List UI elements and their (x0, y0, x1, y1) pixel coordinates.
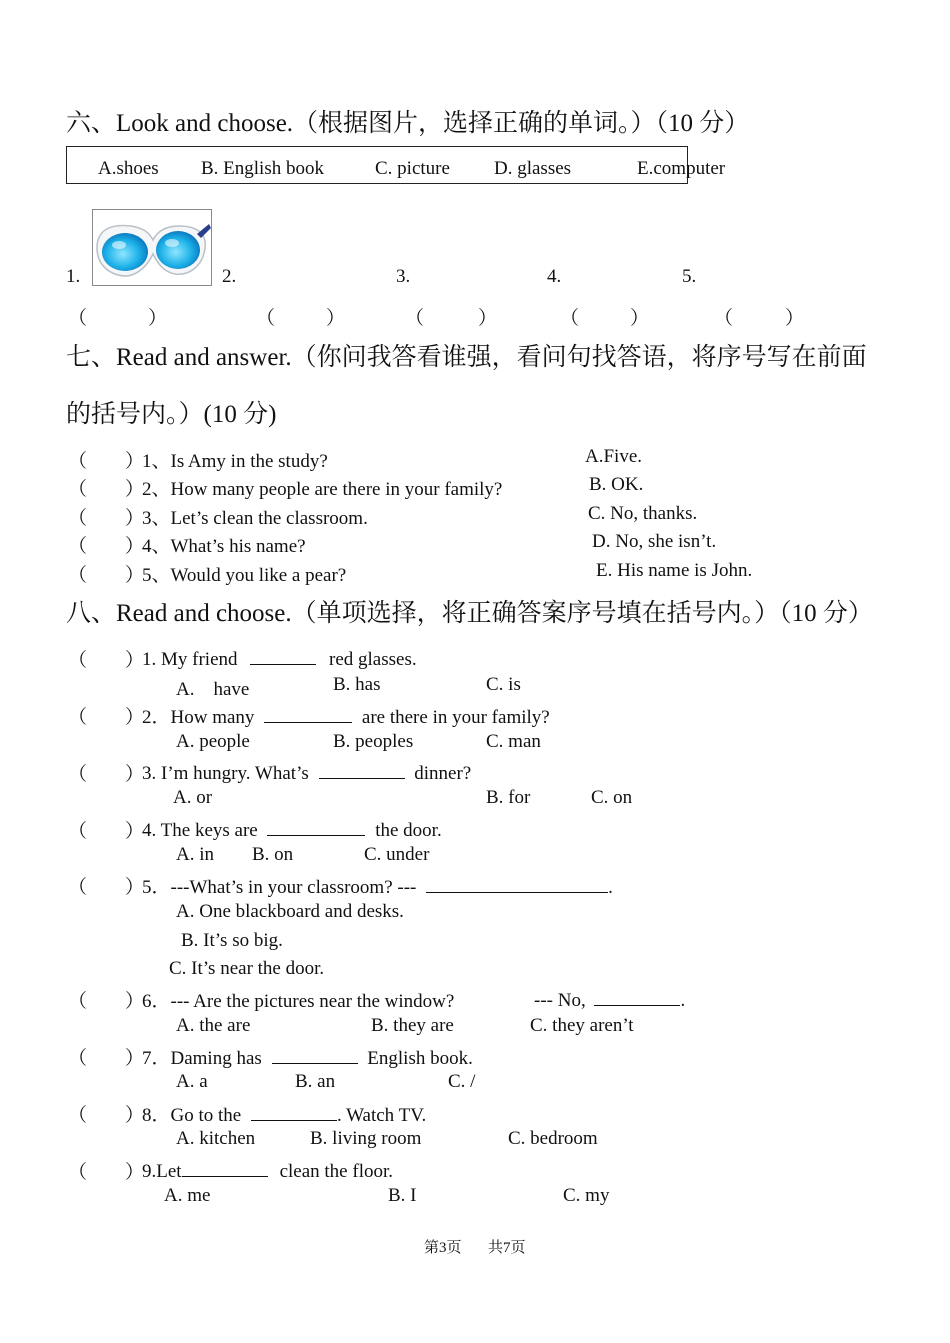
s8-q9-option-c: C. my (563, 1185, 610, 1206)
answer-paren-4-close: ） (630, 308, 650, 329)
answer-paren-5-open: （ (714, 308, 734, 329)
page-number: 第3页 (424, 1240, 462, 1256)
picture-number-3: 3. (396, 266, 411, 287)
s8-q3-option-c: C. on (591, 787, 633, 808)
s8-q5-blank[interactable] (426, 873, 608, 893)
s8-q8-option-c: C. bedroom (508, 1128, 598, 1149)
section6-heading: 六、Look and choose.（根据图片，选择正确的单词。）（10 分） (66, 110, 750, 137)
s8-question-2 (142, 702, 550, 729)
s8-q6-option-a: A. the are (176, 1015, 251, 1036)
s8-q2-text: 2．How many (142, 707, 255, 728)
s8-paren-4: （ ） (68, 821, 145, 842)
glasses-image (92, 209, 212, 286)
s8-q4-option-a: A. in (176, 844, 214, 865)
s7-paren-3: （ ） (68, 508, 145, 529)
s7-answer-e: E. His name is John. (596, 560, 753, 581)
s8-question-3 (142, 759, 471, 785)
s8-q8-option-b: B. living room (310, 1128, 422, 1149)
answer-paren-2-close: ） (326, 308, 346, 329)
answer-paren-1-close: ） (148, 308, 168, 329)
s8-q7-option-b: B. an (295, 1071, 336, 1092)
word-option-a: A.shoes (98, 158, 159, 179)
s8-question-6: 6．--- Are the pictures near the window? (142, 991, 455, 1012)
s8-q3-text: 3. I’m hungry. What’s (142, 763, 309, 784)
s7-question-1: 1、Is Amy in the study? (142, 451, 328, 472)
s8-q5-text: 5．---What’s in your classroom? --- (142, 877, 417, 898)
s8-paren-7: （ ） (68, 1048, 145, 1069)
s8-question-4 (142, 816, 442, 842)
s8-q5-option-a: A. One blackboard and desks. (176, 901, 404, 922)
s8-q8-blank[interactable] (251, 1101, 337, 1121)
s7-paren-2: （ ） (68, 479, 145, 500)
word-option-b: B. English book (201, 158, 324, 179)
s8-q7-text: 7．Daming has (142, 1048, 262, 1069)
s8-q4-text-end: the door. (375, 820, 442, 841)
s8-paren-1: （ ） (68, 650, 145, 671)
picture-number-4: 4. (547, 266, 562, 287)
s8-q6-blank[interactable] (594, 986, 680, 1006)
answer-paren-5-close: ） (785, 308, 805, 329)
s8-q2-text-end: are there in your family? (361, 707, 550, 728)
s8-question-5 (142, 872, 613, 899)
s7-paren-1: （ ） (68, 451, 145, 472)
s8-q9-option-a: A. me (164, 1185, 211, 1206)
s8-q4-text: 4. The keys are (142, 820, 258, 841)
word-option-d: D. glasses (494, 158, 572, 179)
s8-q9-text: 9.Let (142, 1161, 182, 1182)
s8-paren-8: （ ） (68, 1105, 145, 1126)
s8-q2-option-c: C. man (486, 731, 541, 752)
s8-q5-text-end: . (608, 877, 613, 898)
s8-q4-option-b: B. on (252, 844, 294, 865)
picture-number-2: 2. (222, 266, 237, 287)
s7-paren-5: （ ） (68, 565, 145, 586)
s8-q8-option-a: A. kitchen (176, 1128, 256, 1149)
s8-paren-2: （ ） (68, 707, 145, 728)
answer-paren-3-close: ） (478, 308, 498, 329)
s8-q1-option-b: B. has (333, 674, 381, 695)
s8-q3-blank[interactable] (319, 759, 405, 779)
s7-answer-c: C. No, thanks. (588, 503, 698, 524)
s8-q4-option-c: C. under (364, 844, 430, 865)
section7-heading-line2: 的括号内。）(10 分) (66, 401, 277, 428)
section8-heading: 八、Read and choose.（单项选择，将正确答案序号填在括号内。）（10 分） (66, 600, 873, 627)
s7-question-4: 4、What’s his name? (142, 536, 306, 557)
s8-q8-text: 8．Go to the (142, 1105, 242, 1126)
answer-paren-3-open: （ (405, 308, 425, 329)
s8-q2-blank[interactable] (264, 703, 352, 723)
s7-answer-a: A.Five. (585, 446, 642, 467)
s8-q1-text-end: red glasses. (329, 649, 417, 670)
s7-paren-4: （ ） (68, 536, 145, 557)
s8-q9-blank[interactable] (182, 1157, 268, 1177)
s8-q2-option-a: A. people (176, 731, 250, 752)
section7-heading-line1: 七、Read and answer.（你问我答看谁强，看问句找答语，将序号写在前面 (66, 344, 867, 371)
s7-answer-b: B. OK. (589, 474, 644, 495)
s8-q3-option-a: A. or (173, 787, 213, 808)
s8-q9-text-end: clean the floor. (279, 1161, 394, 1182)
s8-question-7 (142, 1043, 473, 1070)
s8-question-8 (142, 1100, 426, 1127)
s8-question-1 (142, 645, 417, 671)
s8-q6-option-b: B. they are (371, 1015, 454, 1036)
sunglasses-icon (93, 210, 211, 285)
s8-q3-option-b: B. for (486, 787, 531, 808)
s8-q7-option-a: A. a (176, 1071, 208, 1092)
answer-paren-2-open: （ (256, 308, 276, 329)
s8-question-6-reply (534, 986, 685, 1012)
s8-paren-9: （ ） (68, 1162, 145, 1183)
s8-paren-5: （ ） (68, 877, 145, 898)
s8-q7-text-end: English book. (367, 1048, 473, 1069)
word-option-c: C. picture (375, 158, 450, 179)
page-total: 共7页 (488, 1240, 526, 1256)
s8-q1-text: 1. My friend (142, 649, 238, 670)
s7-question-3: 3、Let’s clean the classroom. (142, 508, 368, 529)
s8-q1-blank[interactable] (250, 645, 316, 665)
answer-paren-1-open: （ (68, 308, 88, 329)
s7-question-2: 2、How many people are there in your family? (142, 479, 503, 500)
s8-q7-blank[interactable] (272, 1044, 358, 1064)
s8-q2-option-b: B. peoples (333, 731, 414, 752)
s8-q6-reply-text: --- No, (534, 990, 586, 1011)
s7-question-5: 5、Would you like a pear? (142, 565, 347, 586)
s8-q3-text-end: dinner? (414, 763, 472, 784)
s8-paren-6: （ ） (68, 991, 145, 1012)
s8-q6-text-end: . (680, 990, 686, 1011)
picture-number-1: 1. (66, 266, 81, 287)
s8-q5-option-b: B. It’s so big. (181, 930, 283, 951)
s8-q1-option-c: C. is (486, 674, 521, 695)
s8-paren-3: （ ） (68, 764, 145, 785)
s8-q8-text-end: . Watch TV. (336, 1105, 427, 1126)
s8-q4-blank[interactable] (267, 816, 365, 836)
s8-q6-option-c: C. they aren’t (530, 1015, 634, 1036)
answer-paren-4-open: （ (560, 308, 580, 329)
s8-q7-option-c: C. / (448, 1071, 476, 1092)
s8-q9-option-b: B. I (388, 1185, 417, 1206)
s8-q5-option-c: C. It’s near the door. (169, 958, 325, 979)
s8-question-9 (142, 1157, 393, 1183)
s7-answer-d: D. No, she isn’t. (592, 531, 717, 552)
s8-q1-option-a: A. have (176, 679, 250, 700)
picture-number-5: 5. (682, 266, 697, 287)
word-option-e: E.computer (637, 158, 726, 179)
